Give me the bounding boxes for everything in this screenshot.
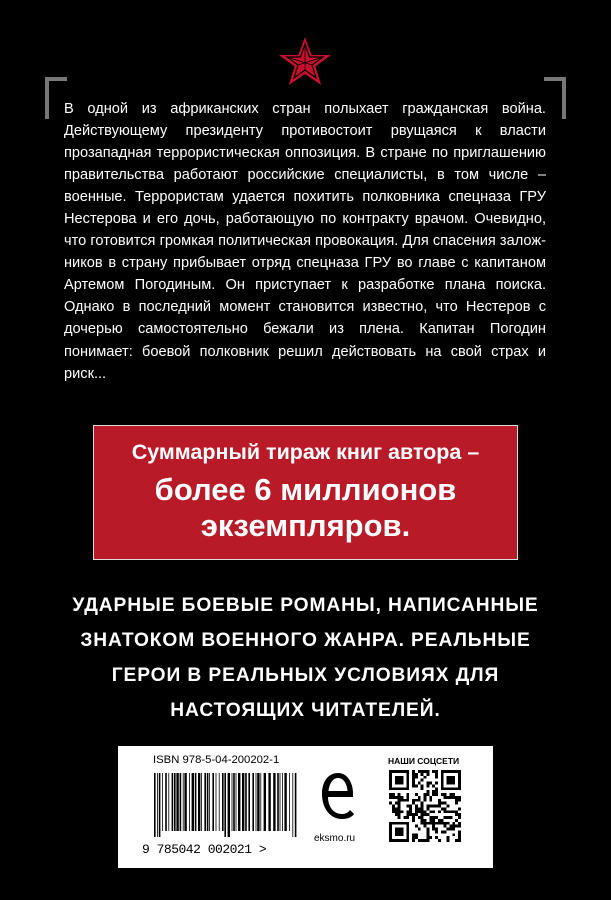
qr-module [406, 816, 409, 819]
qr-module [418, 782, 421, 785]
qr-module [424, 793, 427, 796]
qr-module [458, 830, 461, 833]
qr-module [449, 793, 452, 796]
qr-module [389, 796, 392, 799]
qr-module [435, 816, 438, 819]
qr-module [458, 825, 461, 828]
qr-module [415, 776, 418, 779]
qr-module [449, 825, 452, 828]
qr-module [426, 828, 429, 831]
qr-module [412, 816, 415, 819]
qr-module [412, 839, 415, 842]
qr-module [447, 796, 450, 799]
qr-module [418, 810, 421, 813]
barcode-bar [282, 773, 283, 831]
barcode-bar [248, 773, 250, 831]
barcode-bar [224, 773, 226, 837]
qr-module [429, 836, 432, 839]
qr-module [441, 807, 444, 810]
qr-module [415, 813, 418, 816]
qr-module [438, 802, 441, 805]
qr-module [395, 796, 398, 799]
barcode-bar [198, 773, 200, 831]
qr-module [418, 839, 421, 842]
barcode-bar [233, 773, 235, 831]
qr-module [458, 822, 461, 825]
qr-module [435, 805, 438, 808]
qr-module [412, 802, 415, 805]
qr-module [441, 822, 444, 825]
qr-module [455, 799, 458, 802]
qr-module [426, 822, 429, 825]
qr-module [429, 782, 432, 785]
qr-module [444, 822, 447, 825]
qr-module [458, 813, 461, 816]
qr-module [447, 828, 450, 831]
barcode-bar [219, 773, 220, 831]
barcode-panel [118, 746, 493, 868]
qr-module [426, 790, 429, 793]
qr-module [429, 816, 432, 819]
qr-module [395, 802, 398, 805]
qr-module [429, 822, 432, 825]
qr-module [421, 784, 424, 787]
qr-module [426, 773, 429, 776]
tagline-line-2: ЗНАТОКОМ ВОЕННОГО ЖАНРА. РЕАЛЬНЫЕ [80, 630, 531, 651]
qr-module [458, 799, 461, 802]
qr-module [429, 799, 432, 802]
qr-module [435, 773, 438, 776]
qr-module [426, 839, 429, 842]
barcode-bar [162, 773, 163, 831]
qr-module [421, 779, 424, 782]
barcode-bar [242, 773, 244, 831]
barcode-digits: 9 785042 002021 > [142, 842, 267, 857]
qr-module [452, 793, 455, 796]
qr-code [389, 770, 461, 842]
qr-module [389, 802, 392, 805]
qr-module [421, 839, 424, 842]
barcode-bar [195, 773, 197, 831]
qr-module [441, 802, 444, 805]
qr-module [432, 816, 435, 819]
qr-module [447, 810, 450, 813]
qr-module [418, 807, 421, 810]
qr-module [447, 839, 450, 842]
qr-module [412, 799, 415, 802]
qr-module [398, 807, 401, 810]
barcode-bar [204, 773, 206, 831]
qr-module [455, 813, 458, 816]
qr-module [415, 810, 418, 813]
qr-module [432, 784, 435, 787]
qr-module [458, 796, 461, 799]
qr-finder-core [395, 776, 404, 785]
qr-module [444, 793, 447, 796]
qr-module [435, 770, 438, 773]
qr-module [447, 816, 450, 819]
qr-module [418, 796, 421, 799]
barcode-bar [184, 773, 186, 831]
qr-module [415, 773, 418, 776]
qr-module [444, 807, 447, 810]
barcode-bar [268, 773, 270, 831]
qr-module [418, 770, 421, 773]
qr-module [429, 805, 432, 808]
qr-module [449, 796, 452, 799]
barcode-bar [201, 773, 202, 831]
qr-module [429, 810, 432, 813]
barcode-bar [172, 773, 174, 831]
qr-module [444, 816, 447, 819]
qr-module [398, 813, 401, 816]
qr-module [406, 796, 409, 799]
qr-module [438, 822, 441, 825]
qr-module [435, 776, 438, 779]
qr-module [432, 805, 435, 808]
qr-module [421, 807, 424, 810]
qr-module [435, 782, 438, 785]
qr-module [435, 836, 438, 839]
qr-module [426, 836, 429, 839]
qr-module [426, 833, 429, 836]
barcode-bar [222, 773, 224, 831]
qr-module [395, 813, 398, 816]
qr-module [458, 833, 461, 836]
barcode-bar [189, 773, 190, 831]
qr-module [398, 793, 401, 796]
qr-module [392, 805, 395, 808]
qr-module [432, 790, 435, 793]
qr-module [406, 805, 409, 808]
qr-module [452, 825, 455, 828]
qr-module [389, 793, 392, 796]
qr-module [398, 810, 401, 813]
qr-module [455, 802, 458, 805]
barcode-bar [280, 773, 281, 831]
qr-module [412, 776, 415, 779]
qr-module [392, 807, 395, 810]
barcode-bar [228, 773, 230, 837]
synopsis-text: В одной из африканских стран полыхает гражданская война. Действующему президенту противостоит рвущаяся к власти прозападная террористическая оппозиция. В стране по приглашению правительства работают российские специалисты, в том числе – военные. Террористам удается похитить полковника спецназа ГРУ Нестерова и его дочь, работающую по контракту врачом. Очевидно, что готовится громкая политическая провокация. Для спасения заложников в страну прибывает отряд спецназа ГРУ во главе с капитаном Артемом Погодиным. Он приступает к разработке плана поиска. Однако в последний момент становится известно, что Нестеров с дочерью самостоятельно бежали из плена. Капитан Погодин понимает: боевой полковник решил действовать на свой страх и риск... [64, 101, 546, 382]
barcode-bar [289, 773, 290, 831]
barcode-bar [232, 773, 233, 831]
qr-module [441, 819, 444, 822]
qr-module [398, 802, 401, 805]
qr-module [435, 822, 438, 825]
barcode-bar [216, 773, 217, 831]
qr-module [449, 816, 452, 819]
qr-module [412, 813, 415, 816]
qr-module [406, 813, 409, 816]
qr-module [441, 830, 444, 833]
qr-module [403, 816, 406, 819]
barcode-bar [238, 773, 240, 831]
qr-module [424, 776, 427, 779]
barcode-bar [260, 773, 261, 831]
qr-module [421, 805, 424, 808]
barcode-bar [180, 773, 182, 831]
promo-banner [93, 425, 518, 560]
qr-module [438, 799, 441, 802]
qr-module [421, 787, 424, 790]
qr-module [444, 796, 447, 799]
qr-module [426, 805, 429, 808]
qr-module [435, 793, 438, 796]
qr-module [452, 828, 455, 831]
qr-module [421, 802, 424, 805]
qr-module [406, 793, 409, 796]
isbn-text: ISBN 978-5-04-200202-1 [153, 754, 280, 766]
qr-module [424, 810, 427, 813]
qr-module [458, 836, 461, 839]
qr-module [455, 796, 458, 799]
qr-module [432, 828, 435, 831]
barcode-bar [277, 773, 279, 831]
qr-module [412, 773, 415, 776]
qr-module [438, 839, 441, 842]
qr-module [398, 805, 401, 808]
qr-module [429, 796, 432, 799]
qr-module [415, 799, 418, 802]
eksmo-logo [320, 770, 356, 822]
barcode-bar [174, 773, 176, 831]
qr-module [447, 822, 450, 825]
qr-module [432, 822, 435, 825]
barcode-icon [153, 773, 298, 837]
qr-module [395, 807, 398, 810]
qr-module [458, 807, 461, 810]
qr-module [452, 810, 455, 813]
promo-line-3: экземпляров. [200, 508, 411, 543]
qr-module [409, 813, 412, 816]
qr-module [449, 810, 452, 813]
qr-module [432, 770, 435, 773]
qr-module [415, 833, 418, 836]
qr-module [426, 770, 429, 773]
promo-line-2: более 6 миллионов [154, 472, 457, 507]
qr-module [412, 782, 415, 785]
tagline-line-4: НАСТОЯЩИХ ЧИТАТЕЛЕЙ. [170, 700, 441, 721]
qr-module [424, 825, 427, 828]
barcode-bar [209, 773, 210, 831]
barcode-bar [159, 773, 161, 837]
qr-module [455, 819, 458, 822]
barcode-bar [236, 773, 237, 831]
qr-module [455, 839, 458, 842]
qr-module [392, 793, 395, 796]
qr-module [401, 810, 404, 813]
qr-module [426, 807, 429, 810]
qr-module [421, 773, 424, 776]
qr-module [452, 833, 455, 836]
qr-module [403, 799, 406, 802]
qr-finder-core [395, 828, 404, 837]
qr-module [429, 819, 432, 822]
qr-module [455, 825, 458, 828]
qr-module [412, 833, 415, 836]
qr-module [406, 799, 409, 802]
qr-module [424, 813, 427, 816]
qr-module [449, 828, 452, 831]
tagline-line-3: ГЕРОИ В РЕАЛЬНЫХ УСЛОВИЯХ ДЛЯ [111, 665, 500, 686]
qr-module [415, 807, 418, 810]
qr-module [401, 799, 404, 802]
qr-module [412, 836, 415, 839]
qr-module [426, 813, 429, 816]
qr-module [418, 816, 421, 819]
qr-module [426, 784, 429, 787]
qr-module [444, 830, 447, 833]
qr-module [438, 810, 441, 813]
qr-module [392, 796, 395, 799]
barcode-bar [168, 773, 169, 831]
qr-module [424, 819, 427, 822]
qr-module [415, 805, 418, 808]
barcode-bar [256, 773, 257, 831]
qr-module [432, 825, 435, 828]
qr-module [435, 828, 438, 831]
barcode-bar [212, 773, 214, 831]
qr-module [398, 816, 401, 819]
qr-module [412, 770, 415, 773]
qr-module [409, 807, 412, 810]
qr-module [435, 790, 438, 793]
qr-module [458, 816, 461, 819]
qr-module [424, 822, 427, 825]
barcode-bar [295, 773, 297, 837]
barcode-bar [264, 773, 266, 831]
qr-module [447, 836, 450, 839]
qr-module [426, 793, 429, 796]
qr-module [432, 819, 435, 822]
star-icon [277, 35, 333, 88]
qr-module [438, 819, 441, 822]
qr-module [435, 830, 438, 833]
qr-module [421, 816, 424, 819]
qr-module [398, 796, 401, 799]
qr-module [424, 770, 427, 773]
qr-module [438, 805, 441, 808]
qr-module [424, 796, 427, 799]
barcode-bar [176, 773, 178, 831]
barcode-bar [284, 773, 286, 831]
qr-module [412, 784, 415, 787]
barcode-bar [273, 773, 275, 831]
barcode-bar [192, 773, 194, 831]
qr-module [432, 810, 435, 813]
qr-module [444, 810, 447, 813]
qr-module [432, 793, 435, 796]
qr-module [452, 796, 455, 799]
qr-module [392, 810, 395, 813]
qr-module [415, 793, 418, 796]
tagline [40, 588, 571, 728]
qr-module [418, 799, 421, 802]
qr-module [455, 810, 458, 813]
qr-module [458, 839, 461, 842]
qr-module [412, 779, 415, 782]
qr-module [435, 787, 438, 790]
barcode-bar [257, 773, 259, 831]
barcode-bar [245, 773, 247, 831]
qr-module [447, 805, 450, 808]
publisher-url: eksmo.ru [314, 833, 356, 844]
qr-module [424, 839, 427, 842]
barcode-bar [157, 773, 158, 837]
corner-bracket-right [544, 77, 566, 119]
qr-module [421, 770, 424, 773]
qr-module [421, 819, 424, 822]
qr-module [409, 805, 412, 808]
qr-module [409, 810, 412, 813]
qr-module [452, 822, 455, 825]
qr-module [444, 802, 447, 805]
qr-module [412, 819, 415, 822]
qr-module [421, 822, 424, 825]
promo-line-1: Суммарный тираж книг автора – [131, 440, 480, 464]
qr-module [418, 828, 421, 831]
barcode-bar [183, 773, 184, 831]
qr-module [426, 782, 429, 785]
tagline-line-1: УДАРНЫЕ БОЕВЫЕ РОМАНЫ, НАПИСАННЫЕ [72, 595, 539, 616]
barcode-bar [154, 773, 156, 837]
qr-module [415, 836, 418, 839]
barcode-bar [292, 773, 293, 837]
qr-module [415, 784, 418, 787]
qr-module [415, 825, 418, 828]
qr-module [421, 810, 424, 813]
barcode-bar [252, 773, 254, 831]
qr-module [441, 793, 444, 796]
social-label: НАШИ СОЦСЕТИ [388, 756, 460, 766]
qr-module [444, 825, 447, 828]
qr-module [395, 810, 398, 813]
qr-module [421, 813, 424, 816]
qr-module [406, 810, 409, 813]
barcode-bar [165, 773, 167, 831]
qr-module [426, 830, 429, 833]
qr-module [398, 799, 401, 802]
qr-module [424, 799, 427, 802]
qr-finder-core [447, 776, 456, 785]
barcode-bar [207, 773, 209, 831]
qr-module [401, 796, 404, 799]
